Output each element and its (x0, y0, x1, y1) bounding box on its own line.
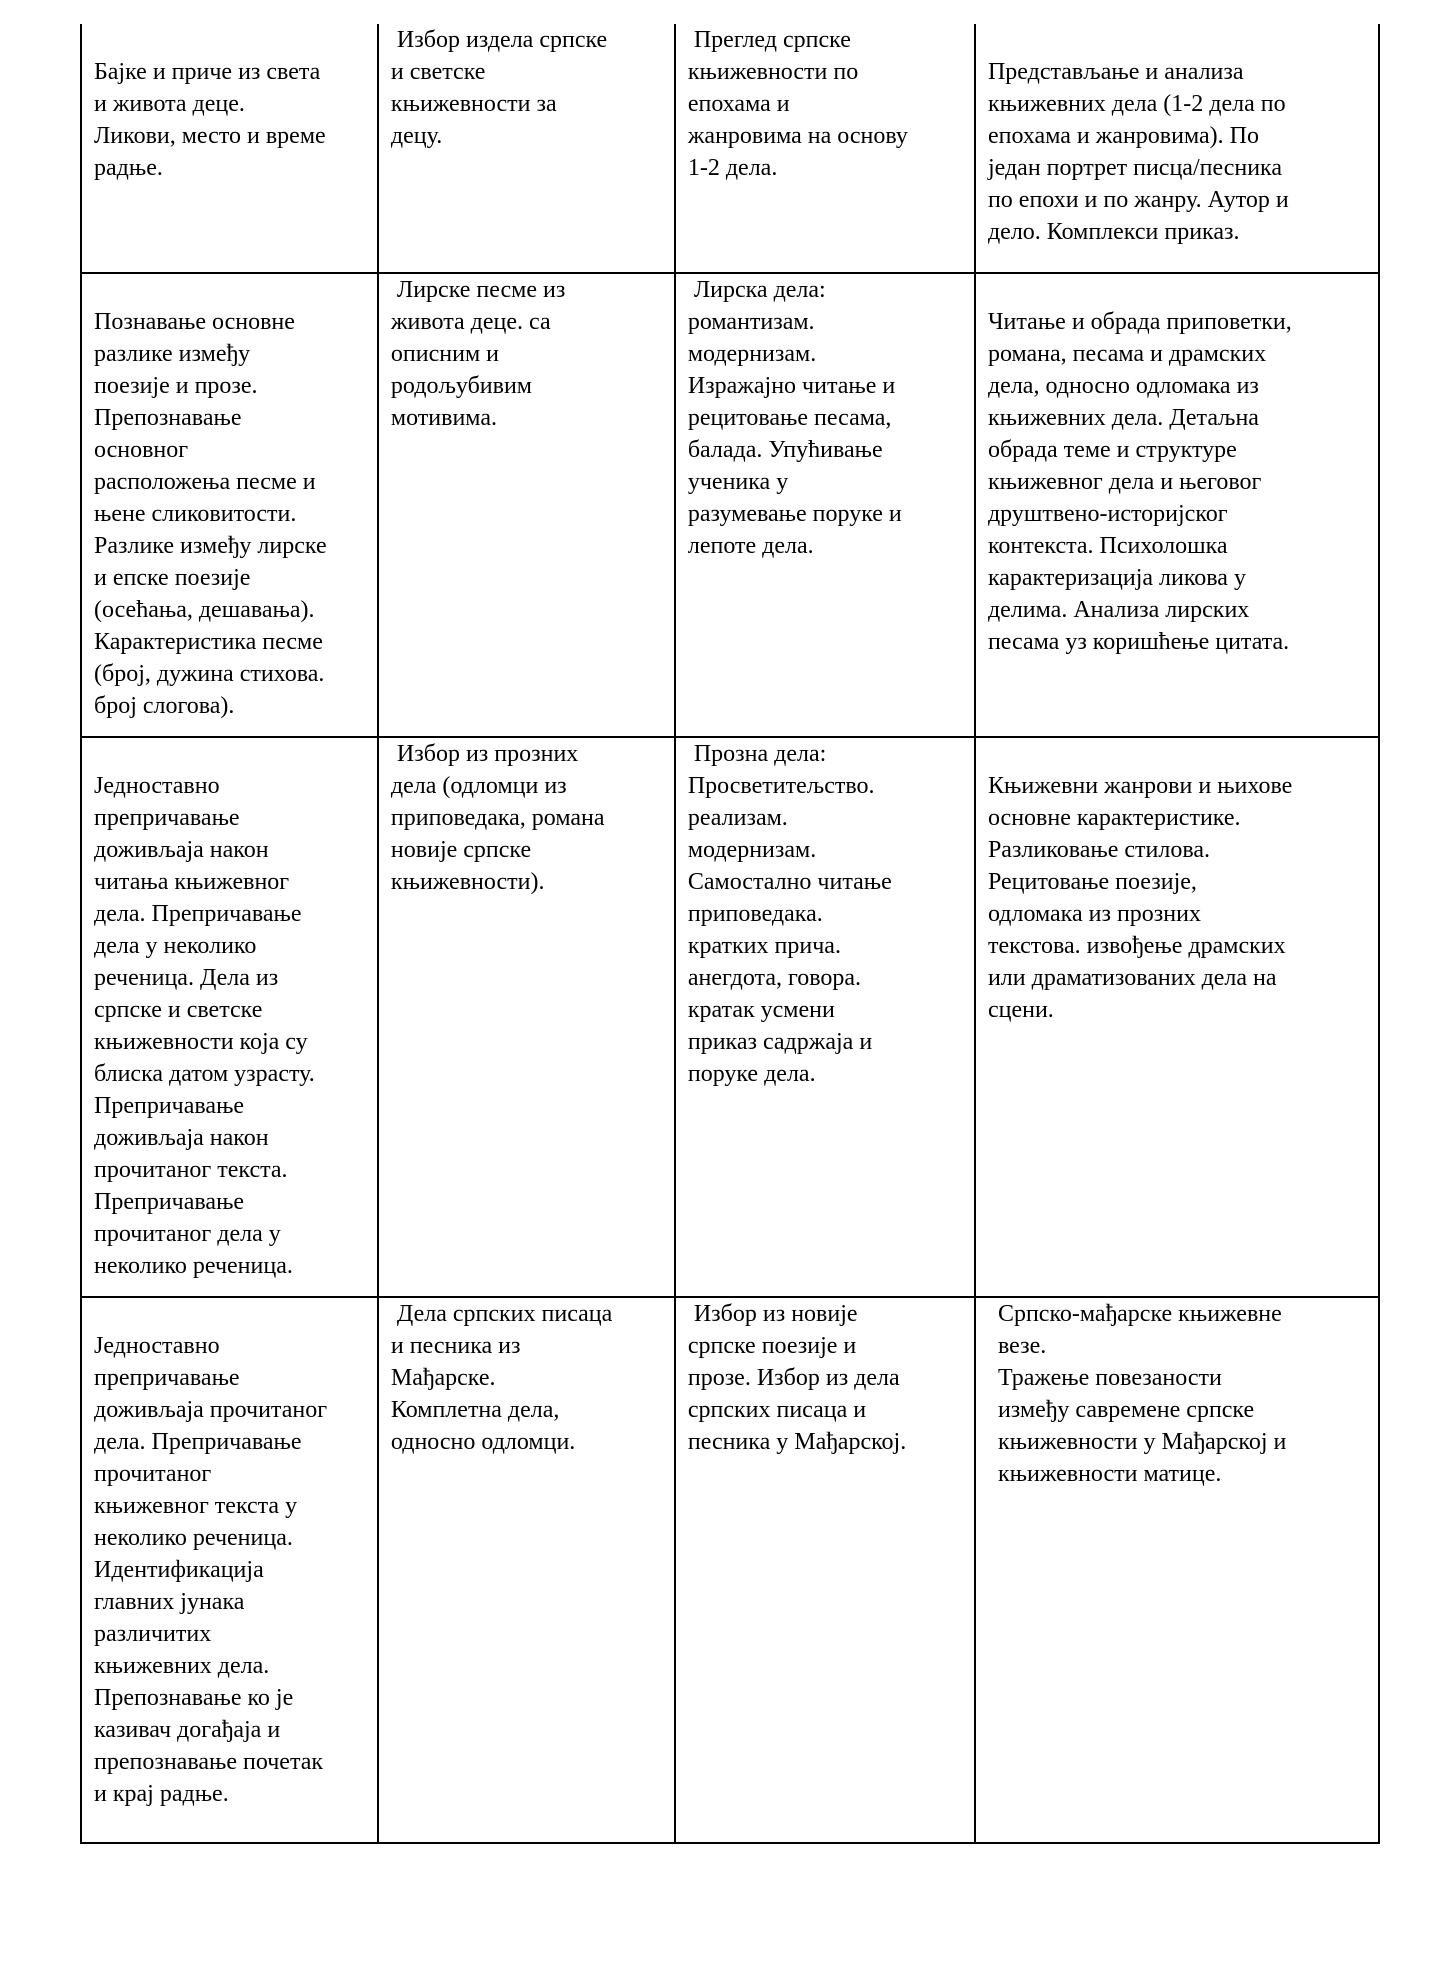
cell-text: Избор из прозних дела (одломци из приповедака, романа новије српске књижевности). (390, 741, 605, 895)
cell-text: Читање и обрада приповетки, романа, песама и драмских дела, односно одломака из књижевних дела. Детаљна обрада теме и структуре књижевног дела и његовог друштвено-историјског контекста. Психолошка карактеризација ликова у делима. Анализа лирских песама уз коришћење цитата. (987, 309, 1292, 655)
table-cell (975, 273, 1379, 737)
table-row (81, 737, 1379, 1297)
curriculum-table (80, 24, 1380, 1844)
cell-text: Избор из новије српске поезије и прозе. Избор из дела српских писаца и песника у Мађарској. (687, 1301, 907, 1455)
cell-text: Познавање основне разлике између поезије и прозе. Препознавање основног расположења песме и њене сликовитости. Разлике између лирске и епске поезије (осећања, дешавања). Карактеристика песме (број, дужина стихова. број слогова). (94, 309, 327, 719)
cell-text: Представљање и анализа књижевних дела (1-2 дела по епохама и жанровима). По један портрет писца/песника по епохи и по жанру. Аутор и дело. Комплекси приказ. (987, 59, 1289, 245)
cell-text: Једноставно препричавање доживљаја након читања књижевног дела. Препричавање дела у неколико реченица. Дела из српске и светске књижевности која су блиска датом узрасту. Препричавање доживљаја након прочитаног текста. Препричавање прочитаног дела у неколико реченица. (94, 773, 315, 1279)
table-cell (675, 24, 975, 273)
cell-text: Лирска дела: романтизам. модернизам. Изражајно читање и рецитовање песама, балада. Упућивање ученика у разумевање поруке и лепоте дела. (687, 277, 902, 559)
cell-text: Једноставно препричавање доживљаја прочитаног дела. Препричавање прочитаног књижевног текста у неколико реченица. Идентификација главних јунака различитих књижевних дела. Препознавање ко је казивач догађаја и препознавање почетак и крај радње. (94, 1333, 328, 1807)
table-cell (975, 737, 1379, 1297)
cell-text: Српско-мађарске књижевне везе. Тражење повезаности између савремене српске књижевности у Мађарској и књижевности матице. (997, 1301, 1287, 1487)
table-cell (81, 273, 378, 737)
table-cell (378, 24, 675, 273)
table-cell (675, 273, 975, 737)
cell-text: Дела српских писаца и песника из Мађарске. Комплетна дела, односно одломци. (390, 1301, 613, 1455)
table-cell (378, 273, 675, 737)
cell-text: Лирске песме из живота деце. са описним и родољубивим мотивима. (390, 277, 566, 431)
table-cell (675, 737, 975, 1297)
cell-text: Прозна дела: Просветитељство. реализам. модернизам. Самостално читање приповедака. кратких прича. анегдота, говора. кратак усмени приказ садржаја и поруке дела. (687, 741, 892, 1087)
table-cell (378, 1297, 675, 1843)
table-row (81, 24, 1379, 273)
table-cell (81, 24, 378, 273)
table-cell (378, 737, 675, 1297)
cell-text: Преглед српске књижевности по епохама и жанровима на основу 1-2 дела. (687, 27, 908, 181)
cell-text: Избор издела српске и светске књижевности за децу. (390, 27, 608, 149)
table-row (81, 273, 1379, 737)
cell-text: Књижевни жанрови и њихове основне карактеристике. Разликовање стилова. Рецитовање поезије, одломака из прозних текстова. извођење драмских или драматизованих дела на сцени. (987, 773, 1293, 1023)
table-cell (81, 737, 378, 1297)
table-row (81, 1297, 1379, 1843)
table-cell (81, 1297, 378, 1843)
cell-text: Бајке и приче из света и живота деце. Ликови, место и време радње. (94, 59, 326, 181)
table-cell (975, 24, 1379, 273)
table-cell (675, 1297, 975, 1843)
table-cell (975, 1297, 1379, 1843)
